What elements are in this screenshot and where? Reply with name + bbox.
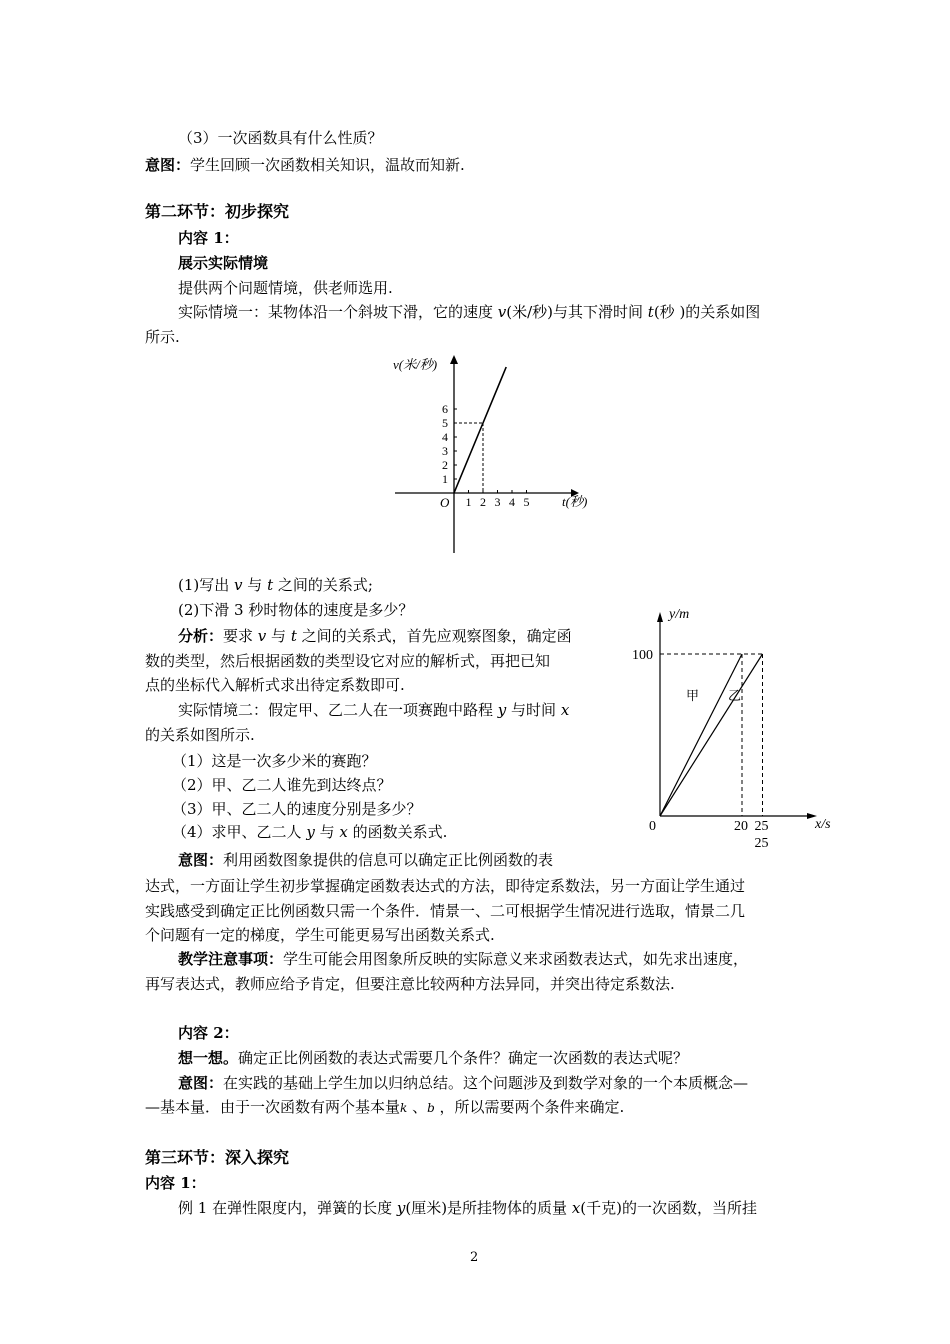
x-tick-label: 2 — [480, 495, 486, 509]
y-tick-label: 5 — [442, 416, 448, 430]
y-tick-label: 6 — [442, 402, 448, 416]
intent-line-2: 达式，一方面让学生初步掌握确定函数表达式的方法，即待定系数法，另一方面让学生通过 — [145, 877, 746, 895]
origin-label: O — [440, 495, 450, 510]
race-question-4: （4）求甲、乙二人 y 与 x 的函数关系式. — [172, 823, 448, 841]
origin-label: 0 — [649, 819, 656, 834]
x-tick-label: 20 — [734, 819, 748, 834]
scenario-1-text: 实际情境一：某物体沿一个斜坡下滑，它的速度 v(米/秒)与其下滑时间 t(秒 )的关系如图 — [178, 303, 761, 321]
intent-line-1: 意图：利用函数图象提供的信息可以确定正比例函数的表 — [178, 851, 554, 869]
y-tick-label: 3 — [442, 444, 448, 458]
section-3-heading: 第三环节：深入探究 — [145, 1148, 290, 1167]
y-tick-label: 100 — [632, 648, 653, 663]
y-axis-arrow — [657, 612, 663, 622]
x-tick-label: 3 — [494, 495, 501, 509]
race-question-2: （2）甲、乙二人谁先到达终点？ — [172, 776, 392, 794]
teaching-notes-line-1: 教学注意事项：学生可能会用图象所反映的实际意义来求函数表达式，如先求出速度， — [178, 950, 749, 968]
race-question-3: （3）甲、乙二人的速度分别是多少？ — [172, 800, 422, 818]
scenario-1-text-end: 所示. — [145, 328, 180, 346]
content-2-label: 内容 2： — [178, 1024, 239, 1042]
teaching-notes-line-2: 再写表达式，教师应给予肯定，但要注意比较两种方法异同，并突出待定系数法. — [145, 975, 675, 993]
race-distance-chart — [615, 598, 845, 858]
y-tick-label: 4 — [442, 430, 448, 444]
x-tick-label: 25 — [754, 819, 769, 834]
series-label-yi: 乙 — [728, 688, 742, 703]
question-1-text: (1)写出 v 与 t 之间的关系式; — [178, 576, 373, 594]
example-1-text: 例 1 在弹性限度内，弹簧的长度 y(厘米)是所挂物体的质量 x(千克)的一次函数，当所挂 — [178, 1199, 758, 1217]
y-axis-label: y/m — [669, 607, 690, 622]
analysis-line-3: 点的坐标代入解析式求出待定系数即可. — [145, 676, 405, 694]
velocity-line — [454, 367, 506, 493]
series-line-jia — [660, 654, 742, 816]
intent-2-line-2: —基本量．由于一次函数有两个基本量k 、b ，所以需要两个条件来确定. — [145, 1098, 625, 1116]
intent-line-4: 个问题有一定的梯度，学生可能更易写出函数关系式. — [145, 926, 495, 944]
x-tick-label: 5 — [523, 495, 530, 509]
provide-text: 提供两个问题情境，供老师选用. — [178, 279, 393, 297]
x-axis-label: x/s — [815, 817, 831, 832]
x-axis-label: t(秒) — [562, 494, 588, 509]
series-label-jia: 甲 — [686, 688, 700, 703]
content-1b-label: 内容 1： — [145, 1174, 206, 1192]
analysis-line-1: 分析：要求 v 与 t 之间的关系式，首先应观察图象，确定函 — [178, 627, 572, 645]
analysis-line-2: 数的类型，然后根据函数的类型设它对应的解析式，再把已知 — [145, 652, 551, 670]
page-number: 2 — [470, 1250, 479, 1265]
y-axis-arrow — [450, 355, 458, 364]
section-2-heading: 第二环节：初步探究 — [145, 202, 290, 221]
scenario-2-text-end: 的关系如图所示. — [145, 726, 255, 744]
race-question-1: （1）这是一次多少米的赛跑？ — [172, 752, 377, 770]
intent-line-3: 实践感受到确定正比例函数只需一个条件．情景一、二可根据学生情况进行选取，情景二几 — [145, 902, 746, 920]
intent-paragraph: 意图：学生回顾一次函数相关知识，温故而知新. — [145, 156, 465, 174]
x-tick-label-extra: 25 — [754, 836, 769, 851]
question-2-text: (2)下滑 3 秒时物体的速度是多少？ — [178, 601, 414, 619]
x-tick-label: 4 — [509, 495, 515, 509]
velocity-time-chart — [385, 352, 605, 557]
question-3: （3）一次函数具有什么性质？ — [178, 129, 383, 147]
intent-2-line-1: 意图：在实践的基础上学生加以归纳总结。这个问题涉及到数学对象的一个本质概念— — [178, 1074, 749, 1092]
scenario-2-text: 实际情境二：假定甲、乙二人在一项赛跑中路程 y 与时间 x — [178, 701, 570, 719]
think-line: 想一想。确定正比例函数的表达式需要几个条件？确定一次函数的表达式呢？ — [178, 1049, 689, 1067]
show-scenario-heading: 展示实际情境 — [178, 254, 269, 272]
series-line-yi — [660, 654, 763, 816]
y-axis-label: v(米/秒) — [393, 357, 438, 372]
y-tick-label: 2 — [442, 458, 448, 472]
y-tick-label: 1 — [442, 472, 448, 486]
x-tick-label: 1 — [465, 495, 472, 509]
content-1-label: 内容 1： — [178, 229, 239, 247]
